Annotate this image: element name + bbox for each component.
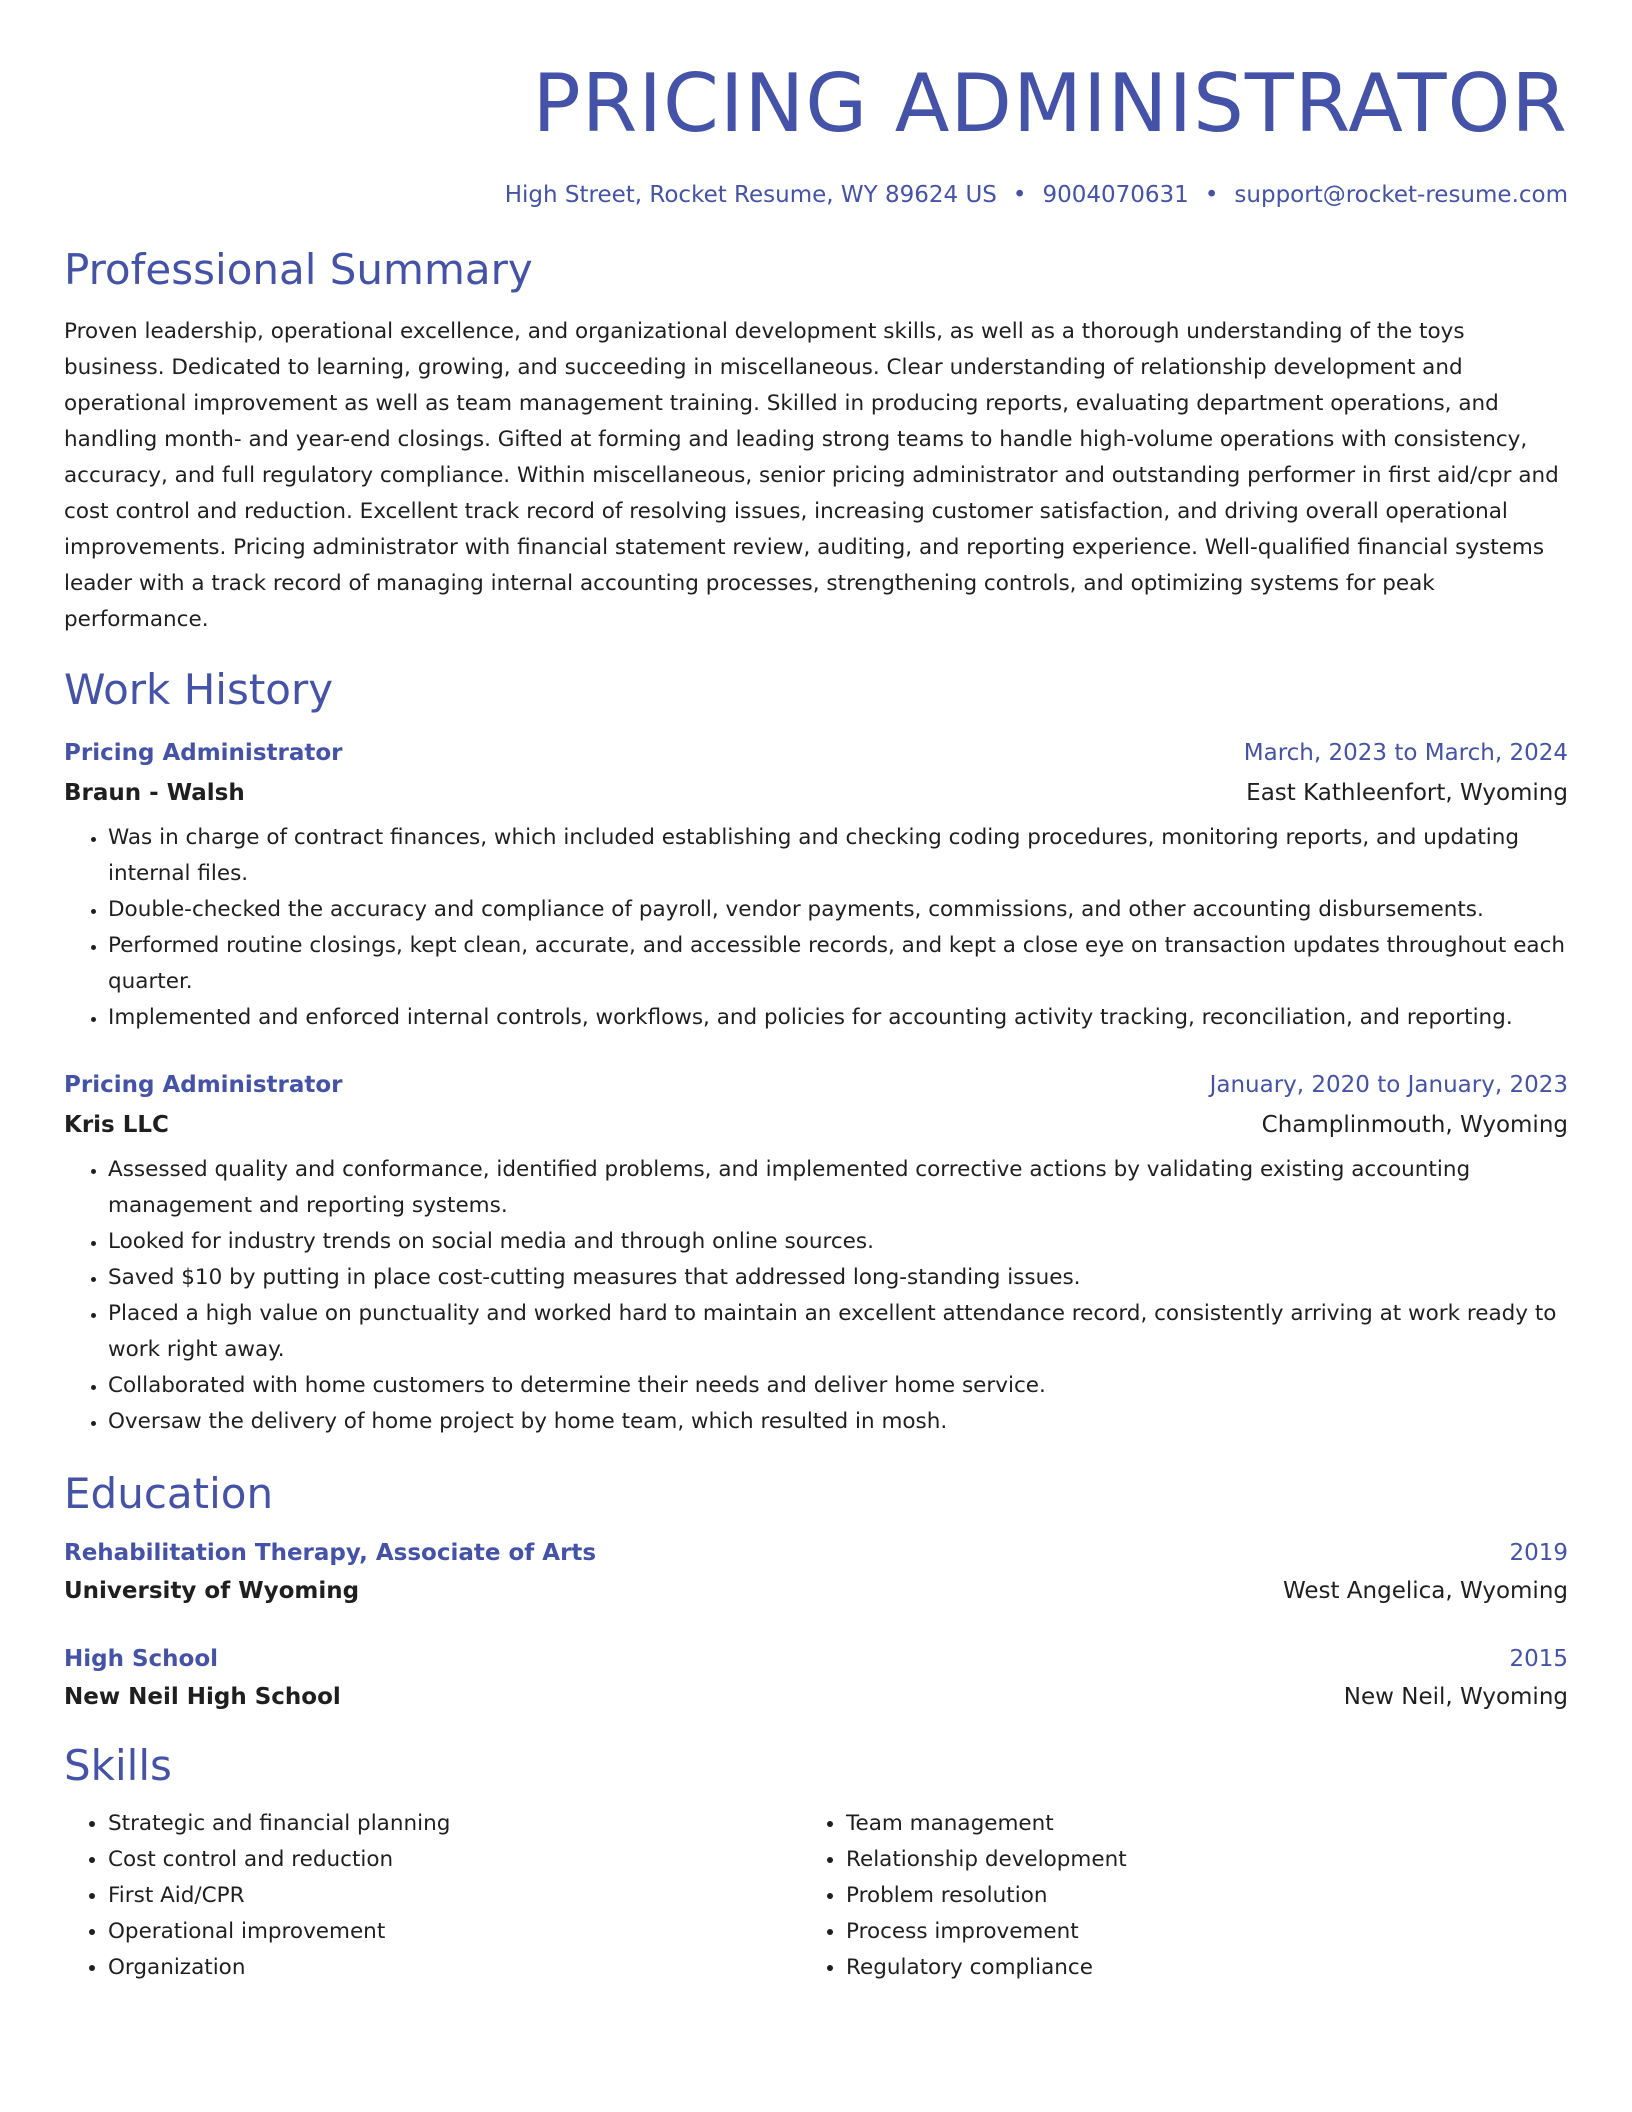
job-bullet: • Was in charge of contract finances, which included establishing and checking coding procedures, monitoring reports, and updating internal files. bbox=[108, 820, 1568, 892]
skill-item: • Strategic and financial planning bbox=[108, 1806, 802, 1842]
job-bullet: • Assessed quality and conformance, identified problems, and implemented corrective actions by validating existing accounting management and reporting systems. bbox=[108, 1152, 1568, 1224]
skill-item: • Organization bbox=[108, 1950, 802, 1986]
education-degree: Rehabilitation Therapy, Associate of Arts bbox=[64, 1540, 597, 1566]
education-location: West Angelica, Wyoming bbox=[1282, 1578, 1568, 1604]
job-bullets bbox=[64, 1152, 1568, 1440]
job-title: Pricing Administrator bbox=[64, 740, 343, 766]
job-dates: March, 2023 to March, 2024 bbox=[1243, 740, 1568, 766]
job-employer: Kris LLC bbox=[64, 1112, 169, 1138]
education-degree: High School bbox=[64, 1646, 219, 1672]
skill-item: • Operational improvement bbox=[108, 1914, 802, 1950]
job-bullet: • Collaborated with home customers to determine their needs and deliver home service. bbox=[108, 1368, 1568, 1404]
job-location: Champlinmouth, Wyoming bbox=[1261, 1112, 1568, 1138]
job-dates: January, 2020 to January, 2023 bbox=[1209, 1072, 1568, 1098]
education-entry bbox=[64, 1538, 1568, 1606]
job-bullet: • Looked for industry trends on social media and through online sources. bbox=[108, 1224, 1568, 1260]
job-location: East Kathleenfort, Wyoming bbox=[1246, 780, 1568, 806]
job-bullet: • Performed routine closings, kept clean, accurate, and accessible records, and kept a close eye on transaction updates throughout each quarter. bbox=[108, 928, 1568, 1000]
skill-item: • Cost control and reduction bbox=[108, 1842, 802, 1878]
contact-separator: • bbox=[1012, 182, 1027, 208]
education-school: University of Wyoming bbox=[64, 1578, 360, 1604]
skill-item: • Process improvement bbox=[846, 1914, 1540, 1950]
job-bullet: • Saved $10 by putting in place cost-cutting measures that addressed long-standing issues. bbox=[108, 1260, 1568, 1296]
summary-text: Proven leadership, operational excellence, and organizational development skills, as well as a thorough understanding of the toys business. Dedicated to learning, growing, and succeeding in miscellaneous. Clear understanding of relationship development and operational improvement as well as team management training. Skilled in producing reports, evaluating department operations, and handling month- and year-end closings. Gifted at forming and leading strong teams to handle high-volume operations with consistency, accuracy, and full regulatory compliance. Within miscellaneous, senior pricing administrator and outstanding performer in first aid/cpr and cost control and reduction. Excellent track record of resolving issues, increasing customer satisfaction, and driving overall operational improvements. Pricing administrator with financial statement review, auditing, and reporting experience. Well-qualified financial systems leader with a track record of managing internal accounting processes, strengthening controls, and optimizing systems for peak performance. bbox=[64, 319, 1559, 632]
resume-title: PRICING ADMINISTRATOR bbox=[532, 57, 1568, 150]
job-entry bbox=[64, 738, 1568, 1036]
education-school: New Neil High School bbox=[64, 1684, 341, 1710]
contact-email: support@rocket-resume.com bbox=[1234, 182, 1568, 208]
skills-heading: Skills bbox=[64, 1741, 172, 1790]
job-title: Pricing Administrator bbox=[64, 1072, 343, 1098]
job-employer: Braun - Walsh bbox=[64, 780, 245, 806]
education-year: 2015 bbox=[1509, 1646, 1568, 1672]
skills-column-right bbox=[802, 1806, 1540, 1986]
job-bullet: • Double-checked the accuracy and compliance of payroll, vendor payments, commissions, and other accounting disbursements. bbox=[108, 892, 1568, 928]
work-history-heading: Work History bbox=[64, 665, 334, 714]
job-bullet: • Placed a high value on punctuality and worked hard to maintain an excellent attendance record, consistently arriving at work ready to work right away. bbox=[108, 1296, 1568, 1368]
skills-column-left bbox=[64, 1806, 802, 1986]
contact-phone: 9004070631 bbox=[1042, 182, 1189, 208]
skill-item: • Regulatory compliance bbox=[846, 1950, 1540, 1986]
education-heading: Education bbox=[64, 1469, 274, 1518]
job-bullet: • Oversaw the delivery of home project by home team, which resulted in mosh. bbox=[108, 1404, 1568, 1440]
job-entry bbox=[64, 1070, 1568, 1440]
contact-address: High Street, Rocket Resume, WY 89624 US bbox=[504, 182, 997, 208]
skill-item: • Relationship development bbox=[846, 1842, 1540, 1878]
summary-heading: Professional Summary bbox=[64, 245, 533, 294]
skills-grid bbox=[64, 1806, 1568, 1986]
job-bullets bbox=[64, 820, 1568, 1036]
skill-item: • Problem resolution bbox=[846, 1878, 1540, 1914]
education-entry bbox=[64, 1644, 1568, 1712]
education-year: 2019 bbox=[1509, 1540, 1568, 1566]
job-bullet: • Implemented and enforced internal controls, workflows, and policies for accounting activity tracking, reconciliation, and reporting. bbox=[108, 1000, 1568, 1036]
skill-item: • First Aid/CPR bbox=[108, 1878, 802, 1914]
skill-item: • Team management bbox=[846, 1806, 1540, 1842]
contact-line bbox=[64, 180, 1568, 210]
education-location: New Neil, Wyoming bbox=[1343, 1684, 1568, 1710]
contact-separator: • bbox=[1204, 182, 1219, 208]
